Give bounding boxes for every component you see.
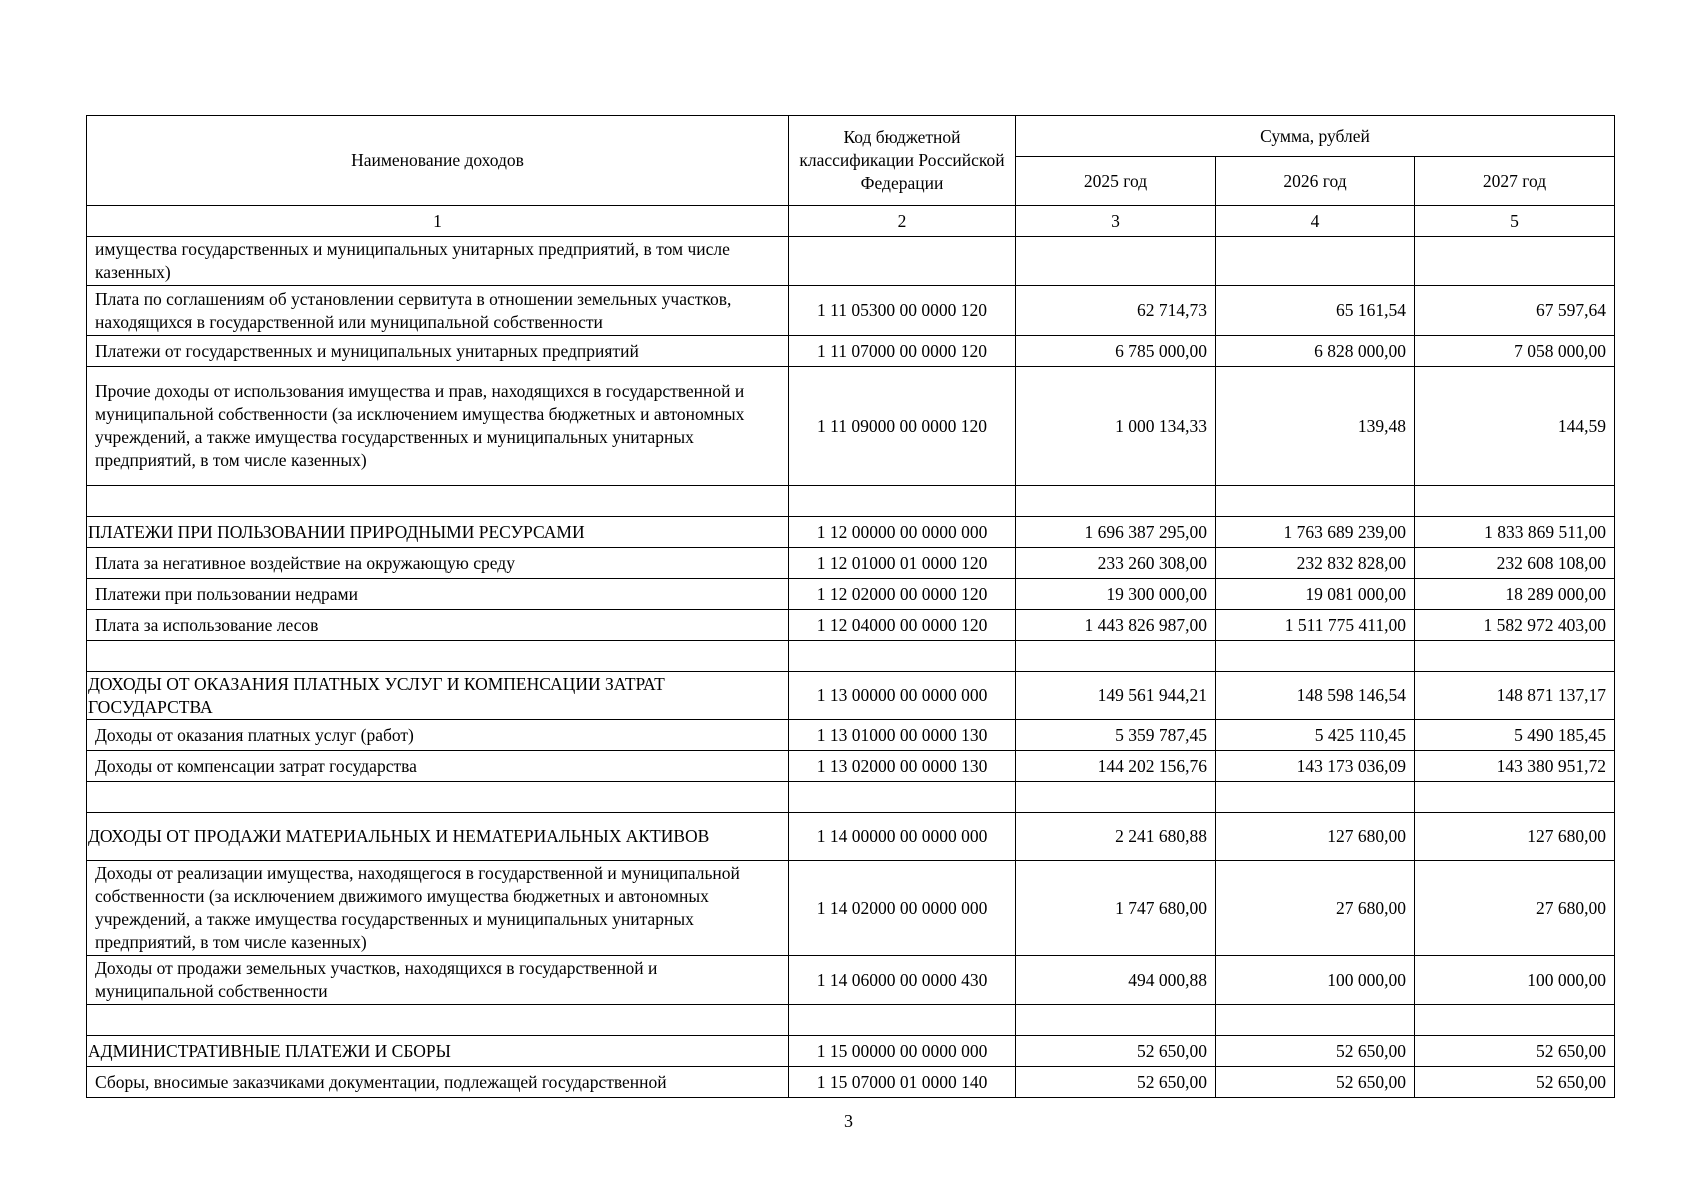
amount-2026-cell: 100 000,00 (1216, 956, 1415, 1005)
revenue-name-cell: Платежи при пользовании недрами (87, 579, 789, 610)
table-row (87, 1067, 1615, 1098)
budget-code-cell (789, 641, 1016, 672)
amount-2027-cell: 5 490 185,45 (1415, 720, 1615, 751)
amount-2026-cell (1216, 486, 1415, 517)
table-row (87, 237, 1615, 286)
amount-2025-cell: 5 359 787,45 (1016, 720, 1216, 751)
table-header (87, 116, 1615, 237)
amount-2027-cell (1415, 641, 1615, 672)
table-row (87, 720, 1615, 751)
table-row (87, 579, 1615, 610)
amount-2026-cell (1216, 782, 1415, 813)
spacer-row (87, 486, 1615, 517)
revenue-name-cell (87, 641, 789, 672)
amount-2027-cell: 127 680,00 (1415, 813, 1615, 861)
amount-2025-cell: 52 650,00 (1016, 1036, 1216, 1067)
amount-2026-cell (1216, 1005, 1415, 1036)
budget-code-cell: 1 13 02000 00 0000 130 (789, 751, 1016, 782)
amount-2025-cell: 1 747 680,00 (1016, 861, 1216, 956)
revenue-name-cell: Прочие доходы от использования имущества и прав, находящихся в государственной и муниципальной собственности (за исключением имущества бюджетных и автономных учреждений, а также имущества государственных и муниципальных унитарных предприятий, в том числе казенных) (87, 367, 789, 486)
header-name: Наименование доходов (87, 116, 789, 206)
table-row (87, 861, 1615, 956)
budget-code-cell: 1 13 01000 00 0000 130 (789, 720, 1016, 751)
revenue-name-cell: Доходы от реализации имущества, находящегося в государственной и муниципальной собственности (за исключением движимого имущества бюджетных и автономных учреждений, а также имущества государственных и муниципальных унитарных предприятий, в том числе казенных) (87, 861, 789, 956)
header-year-2026: 2026 год (1216, 157, 1415, 206)
table-row (87, 751, 1615, 782)
amount-2027-cell (1415, 782, 1615, 813)
table-row (87, 956, 1615, 1005)
section-row (87, 813, 1615, 861)
amount-2027-cell: 52 650,00 (1415, 1067, 1615, 1098)
amount-2025-cell: 62 714,73 (1016, 286, 1216, 336)
amount-2026-cell: 65 161,54 (1216, 286, 1415, 336)
budget-code-cell (789, 1005, 1016, 1036)
amount-2025-cell: 1 443 826 987,00 (1016, 610, 1216, 641)
table-row (87, 336, 1615, 367)
amount-2026-cell: 5 425 110,45 (1216, 720, 1415, 751)
budget-code-cell: 1 13 00000 00 0000 000 (789, 672, 1016, 720)
amount-2025-cell: 494 000,88 (1016, 956, 1216, 1005)
amount-2027-cell: 7 058 000,00 (1415, 336, 1615, 367)
amount-2025-cell: 1 000 134,33 (1016, 367, 1216, 486)
revenue-table (86, 115, 1615, 1098)
amount-2027-cell: 144,59 (1415, 367, 1615, 486)
header-col-number: 2 (789, 206, 1016, 237)
budget-code-cell: 1 12 02000 00 0000 120 (789, 579, 1016, 610)
budget-code-cell: 1 12 04000 00 0000 120 (789, 610, 1016, 641)
amount-2026-cell: 19 081 000,00 (1216, 579, 1415, 610)
amount-2027-cell: 1 833 869 511,00 (1415, 517, 1615, 548)
table-row (87, 367, 1615, 486)
revenue-name-cell: Сборы, вносимые заказчиками документации, подлежащей государственной (87, 1067, 789, 1098)
budget-code-cell (789, 237, 1016, 286)
table-row (87, 610, 1615, 641)
amount-2025-cell: 2 241 680,88 (1016, 813, 1216, 861)
revenue-name-cell (87, 1005, 789, 1036)
amount-2026-cell: 139,48 (1216, 367, 1415, 486)
budget-code-cell: 1 15 00000 00 0000 000 (789, 1036, 1016, 1067)
amount-2027-cell: 148 871 137,17 (1415, 672, 1615, 720)
revenue-name-cell (87, 782, 789, 813)
budget-code-cell: 1 12 01000 01 0000 120 (789, 548, 1016, 579)
amount-2025-cell (1016, 782, 1216, 813)
budget-code-cell: 1 14 02000 00 0000 000 (789, 861, 1016, 956)
header-year-2027: 2027 год (1415, 157, 1615, 206)
amount-2026-cell (1216, 641, 1415, 672)
amount-2027-cell (1415, 486, 1615, 517)
spacer-row (87, 782, 1615, 813)
amount-2026-cell: 6 828 000,00 (1216, 336, 1415, 367)
section-row (87, 1036, 1615, 1067)
amount-2027-cell: 67 597,64 (1415, 286, 1615, 336)
header-code: Код бюджетной классификации Российской Федерации (789, 116, 1016, 206)
header-sum: Сумма, рублей (1016, 116, 1615, 157)
amount-2025-cell (1016, 237, 1216, 286)
revenue-name-cell: имущества государственных и муниципальных унитарных предприятий, в том числе казенных) (87, 237, 789, 286)
revenue-name-cell: АДМИНИСТРАТИВНЫЕ ПЛАТЕЖИ И СБОРЫ (87, 1036, 789, 1067)
amount-2027-cell: 18 289 000,00 (1415, 579, 1615, 610)
amount-2025-cell (1016, 1005, 1216, 1036)
amount-2025-cell: 233 260 308,00 (1016, 548, 1216, 579)
amount-2026-cell: 232 832 828,00 (1216, 548, 1415, 579)
amount-2026-cell: 27 680,00 (1216, 861, 1415, 956)
revenue-name-cell: ДОХОДЫ ОТ ПРОДАЖИ МАТЕРИАЛЬНЫХ И НЕМАТЕРИАЛЬНЫХ АКТИВОВ (87, 813, 789, 861)
amount-2025-cell (1016, 641, 1216, 672)
amount-2027-cell: 143 380 951,72 (1415, 751, 1615, 782)
header-col-number: 4 (1216, 206, 1415, 237)
amount-2027-cell: 1 582 972 403,00 (1415, 610, 1615, 641)
revenue-name-cell: Доходы от оказания платных услуг (работ) (87, 720, 789, 751)
amount-2026-cell: 127 680,00 (1216, 813, 1415, 861)
revenue-name-cell: ПЛАТЕЖИ ПРИ ПОЛЬЗОВАНИИ ПРИРОДНЫМИ РЕСУРСАМИ (87, 517, 789, 548)
budget-code-cell: 1 14 06000 00 0000 430 (789, 956, 1016, 1005)
amount-2026-cell (1216, 237, 1415, 286)
amount-2027-cell (1415, 1005, 1615, 1036)
header-col-number: 1 (87, 206, 789, 237)
amount-2026-cell: 143 173 036,09 (1216, 751, 1415, 782)
budget-code-cell: 1 11 09000 00 0000 120 (789, 367, 1016, 486)
revenue-name-cell: Плата по соглашениям об установлении сервитута в отношении земельных участков, находящихся в государственной или муниципальной собственности (87, 286, 789, 336)
amount-2026-cell: 52 650,00 (1216, 1067, 1415, 1098)
budget-code-cell: 1 11 05300 00 0000 120 (789, 286, 1016, 336)
amount-2025-cell: 19 300 000,00 (1016, 579, 1216, 610)
revenue-name-cell: Плата за негативное воздействие на окружающую среду (87, 548, 789, 579)
amount-2025-cell: 52 650,00 (1016, 1067, 1216, 1098)
budget-code-cell: 1 12 00000 00 0000 000 (789, 517, 1016, 548)
amount-2027-cell: 52 650,00 (1415, 1036, 1615, 1067)
section-row (87, 672, 1615, 720)
amount-2027-cell: 100 000,00 (1415, 956, 1615, 1005)
table-row (87, 286, 1615, 336)
revenue-name-cell (87, 486, 789, 517)
amount-2027-cell: 27 680,00 (1415, 861, 1615, 956)
amount-2025-cell: 149 561 944,21 (1016, 672, 1216, 720)
budget-code-cell: 1 15 07000 01 0000 140 (789, 1067, 1016, 1098)
header-year-2025: 2025 год (1016, 157, 1216, 206)
amount-2025-cell (1016, 486, 1216, 517)
revenue-name-cell: Доходы от продажи земельных участков, находящихся в государственной и муниципальной собственности (87, 956, 789, 1005)
amount-2025-cell: 144 202 156,76 (1016, 751, 1216, 782)
spacer-row (87, 641, 1615, 672)
budget-code-cell: 1 14 00000 00 0000 000 (789, 813, 1016, 861)
amount-2025-cell: 1 696 387 295,00 (1016, 517, 1216, 548)
revenue-name-cell: ДОХОДЫ ОТ ОКАЗАНИЯ ПЛАТНЫХ УСЛУГ И КОМПЕНСАЦИИ ЗАТРАТ ГОСУДАРСТВА (87, 672, 789, 720)
amount-2027-cell (1415, 237, 1615, 286)
budget-code-cell: 1 11 07000 00 0000 120 (789, 336, 1016, 367)
spacer-row (87, 1005, 1615, 1036)
amount-2026-cell: 148 598 146,54 (1216, 672, 1415, 720)
revenue-name-cell: Платежи от государственных и муниципальных унитарных предприятий (87, 336, 789, 367)
amount-2026-cell: 1 511 775 411,00 (1216, 610, 1415, 641)
header-col-number: 3 (1016, 206, 1216, 237)
table-row (87, 548, 1615, 579)
amount-2026-cell: 52 650,00 (1216, 1036, 1415, 1067)
amount-2026-cell: 1 763 689 239,00 (1216, 517, 1415, 548)
revenue-name-cell: Плата за использование лесов (87, 610, 789, 641)
header-col-number: 5 (1415, 206, 1615, 237)
amount-2027-cell: 232 608 108,00 (1415, 548, 1615, 579)
amount-2025-cell: 6 785 000,00 (1016, 336, 1216, 367)
page-number: 3 (844, 1111, 853, 1131)
revenue-name-cell: Доходы от компенсации затрат государства (87, 751, 789, 782)
section-row (87, 517, 1615, 548)
budget-code-cell (789, 486, 1016, 517)
budget-code-cell (789, 782, 1016, 813)
table-body (87, 237, 1615, 1098)
